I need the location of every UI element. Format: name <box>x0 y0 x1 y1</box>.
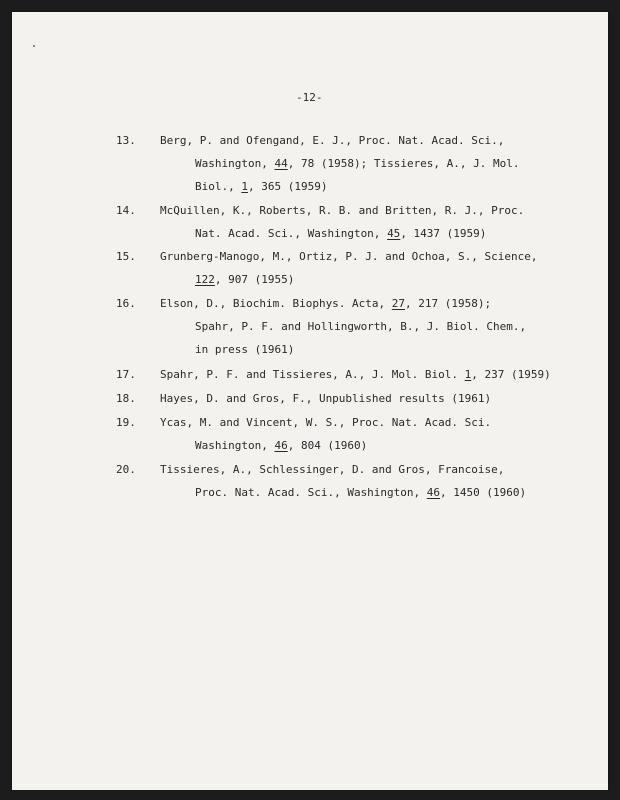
reference-line: McQuillen, K., Roberts, R. B. and Britten, R. J., Proc. <box>160 204 525 217</box>
reference-line: Nat. Acad. Sci., Washington, 45, 1437 (1959) <box>195 227 487 240</box>
reference-number: 19. <box>116 416 136 429</box>
volume-number: 1 <box>241 180 248 193</box>
reference-line: Hayes, D. and Gros, F., Unpublished results (1961) <box>160 392 492 405</box>
volume-number: 122 <box>195 273 215 286</box>
volume-number: 27 <box>391 297 406 310</box>
reference-line: Grunberg-Manogo, M., Ortiz, P. J. and Ochoa, S., Science, <box>160 250 538 263</box>
reference-number: 20. <box>116 463 136 476</box>
page-number: -12- <box>296 91 323 104</box>
reference-number: 13. <box>116 134 136 147</box>
volume-number: 44 <box>274 157 288 170</box>
document-page <box>12 12 608 790</box>
volume-number: 46 <box>274 439 288 452</box>
reference-number: 14. <box>116 204 136 217</box>
reference-line: Tissieres, A., Schlessinger, D. and Gros, Francoise, <box>160 463 505 476</box>
reference-number: 15. <box>116 250 136 263</box>
reference-20 <box>12 463 527 528</box>
volume-number: 1 <box>464 368 472 381</box>
reference-line: Ycas, M. and Vincent, W. S., Proc. Nat. Acad. Sci. <box>160 416 492 429</box>
reference-line: Elson, D., Biochim. Biophys. Acta, 27, 217 (1958); <box>160 297 492 310</box>
reference-line: in press (1961) <box>195 343 295 356</box>
reference-line: Spahr, P. F. and Tissieres, A., J. Mol. Biol. 1, 237 (1959) <box>160 368 551 381</box>
reference-number: 16. <box>116 297 136 310</box>
reference-line: Biol., 1, 365 (1959) <box>195 180 328 193</box>
volume-number: 45 <box>387 227 401 240</box>
reference-number: 17. <box>116 368 136 381</box>
volume-number: 46 <box>426 486 441 499</box>
reference-number: 18. <box>116 392 136 405</box>
reference-line: Berg, P. and Ofengand, E. J., Proc. Nat. Acad. Sci., <box>160 134 505 147</box>
reference-line: Spahr, P. F. and Hollingworth, B., J. Biol. Chem., <box>195 320 527 333</box>
reference-line: Washington, 44, 78 (1958); Tissieres, A., J. Mol. <box>195 157 520 170</box>
paper-speck <box>33 45 35 47</box>
reference-line: Proc. Nat. Acad. Sci., Washington, 46, 1450 (1960) <box>195 486 527 499</box>
reference-line: 122, 907 (1955) <box>195 273 295 286</box>
reference-line: Washington, 46, 804 (1960) <box>195 439 368 452</box>
